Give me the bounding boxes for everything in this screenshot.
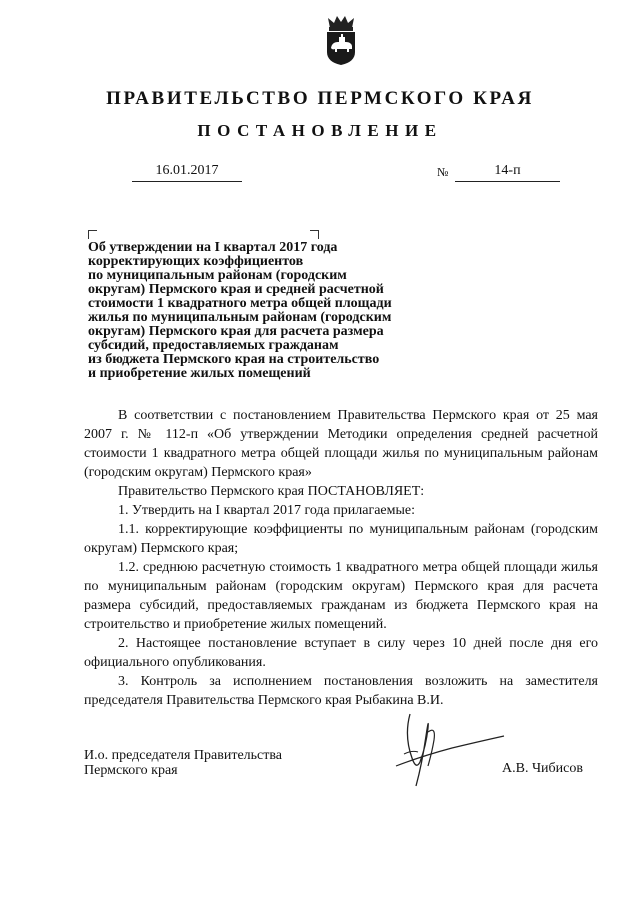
body-paragraph: Правительство Пермского края ПОСТАНОВЛЯЕТ:: [118, 484, 425, 499]
body-paragraph: 3. Контроль за исполнением постановления возложить на заместителя председателя Правительства Пермского края Рыбакина В.И.: [84, 674, 598, 708]
coat-of-arms-icon: [322, 14, 360, 66]
signer-title-line: Пермского края: [84, 763, 178, 778]
document-number: 14-п: [494, 163, 521, 178]
document-subject: [88, 241, 418, 381]
document-type: ПОСТАНОВЛЕНИЕ: [197, 121, 443, 140]
date-underline: [132, 181, 242, 182]
subject-line: стоимости 1 квадратного метра общей площади: [88, 296, 392, 311]
body-paragraph: В соответствии с постановлением Правительства Пермского края от 25 мая 2007 г. № 112-п «Об утверждении Методики определения средней расчетной стоимости 1 квадратного метра общей площади жилья по муниципальным районам (городским округам) Пермского края»: [84, 408, 598, 480]
signer-title-line: И.о. председателя Правительства: [84, 748, 283, 763]
body-paragraph: 2. Настоящее постановление вступает в силу через 10 дней после дня его официального опубликования.: [84, 636, 598, 670]
signer-name: А.В. Чибисов: [502, 761, 583, 776]
subject-corner-left: [88, 230, 97, 239]
body-paragraph: 1.2. среднюю расчетную стоимость 1 квадратного метра общей площади жилья по муниципальным районам (городским округам) Пермского края для расчета размера субсидий, предоставляемых гражданам из бюджета Пермского края на строительство и приобретение жилых помещений.: [84, 560, 598, 632]
subject-corner-right: [310, 230, 319, 239]
subject-line: округам) Пермского края и средней расчетной: [88, 282, 384, 297]
signer-title: [84, 748, 282, 778]
subject-line: субсидий, предоставляемых гражданам: [88, 338, 339, 353]
document-body: [84, 406, 598, 710]
document-date: 16.01.2017: [155, 163, 219, 178]
subject-line: Об утверждении на I квартал 2017 года: [88, 240, 338, 255]
subject-line: из бюджета Пермского края на строительство: [88, 352, 380, 367]
subject-line: и приобретение жилых помещений: [88, 366, 311, 381]
subject-line: корректирующих коэффициентов: [88, 254, 304, 269]
government-title: ПРАВИТЕЛЬСТВО ПЕРМСКОГО КРАЯ: [106, 88, 534, 109]
number-sign: №: [437, 165, 449, 179]
body-paragraph: 1. Утвердить на I квартал 2017 года прилагаемые:: [118, 503, 415, 518]
subject-line: жилья по муниципальным районам (городским: [88, 310, 392, 325]
subject-line: округам) Пермского края для расчета размера: [88, 324, 384, 339]
handwritten-signature-icon: [382, 706, 512, 796]
number-underline: [455, 181, 560, 182]
body-paragraph: 1.1. корректирующие коэффициенты по муниципальным районам (городским округам) Пермского края;: [84, 522, 598, 556]
subject-line: по муниципальным районам (городским: [88, 268, 347, 283]
